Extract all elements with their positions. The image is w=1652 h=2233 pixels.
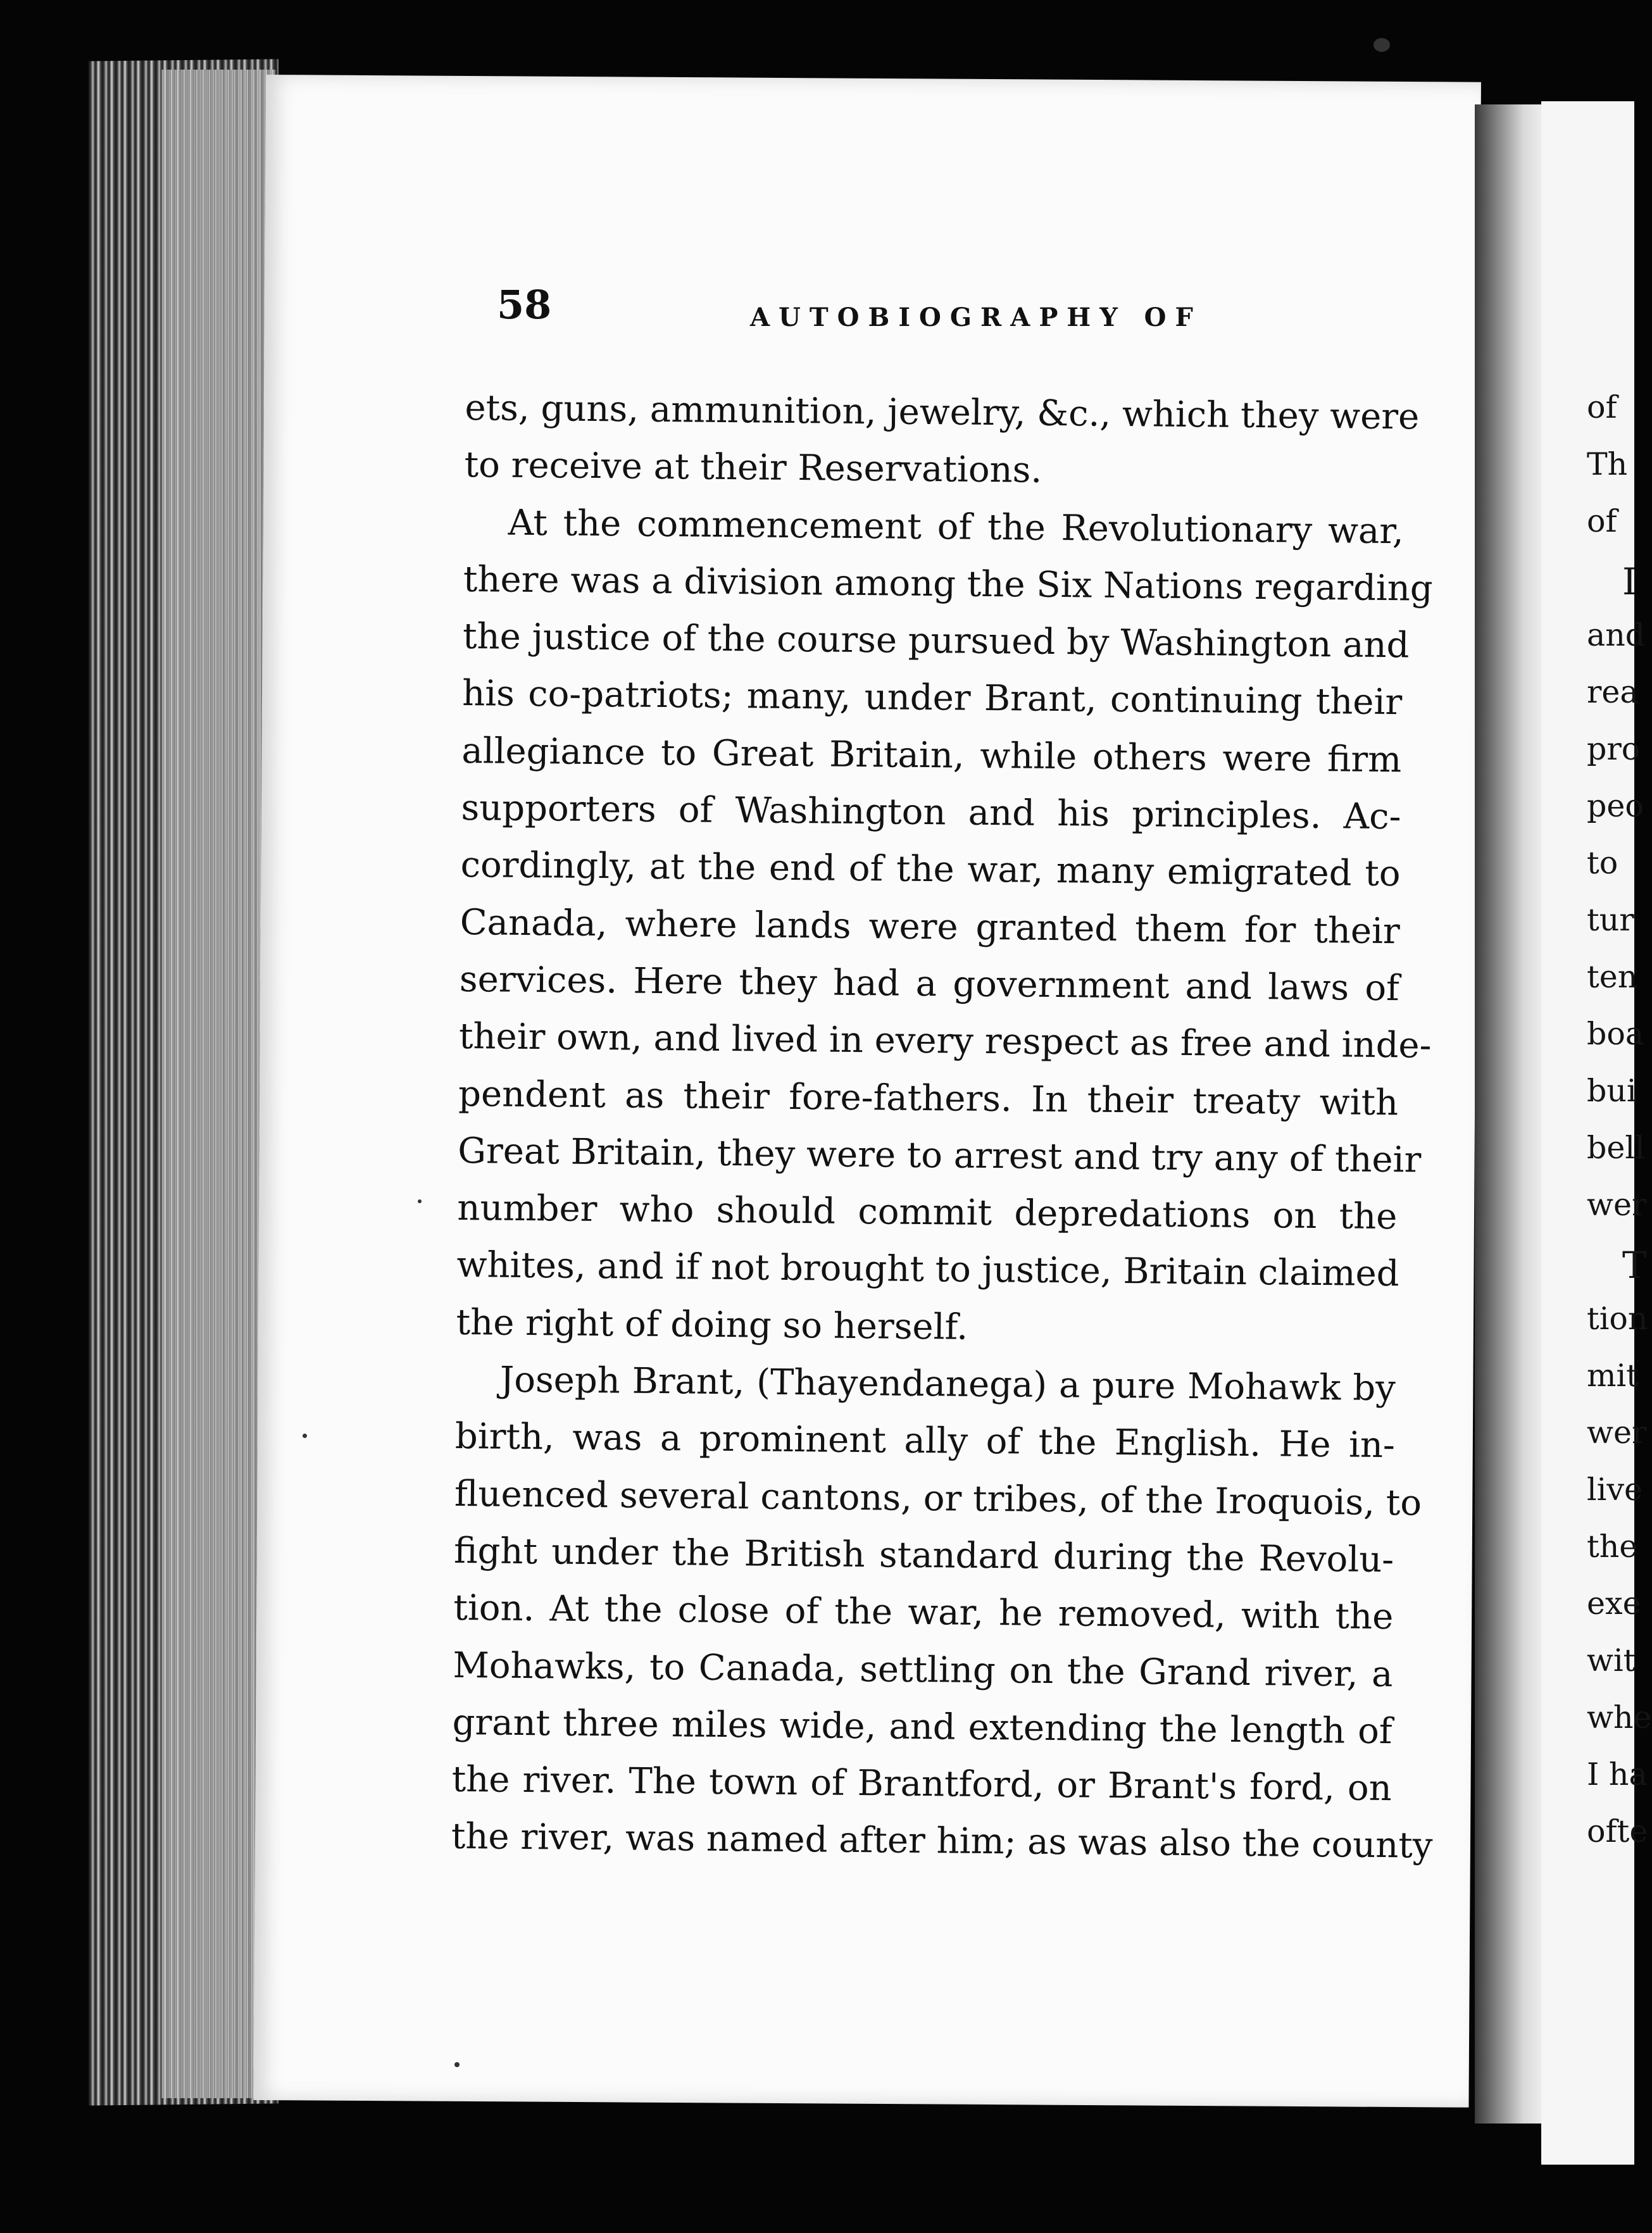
text-line: tion. At the close of the war, he removed, with the <box>453 1587 1394 1638</box>
facing-page-fragment: bui <box>1587 1073 1637 1109</box>
facing-page-fragment: ten <box>1587 959 1638 995</box>
text-line: cordingly, at the end of the war, many emigrated to <box>460 844 1401 895</box>
dust-speck <box>303 1434 307 1438</box>
book-gutter <box>1475 104 1544 2124</box>
facing-page-fragment: wer <box>1587 1415 1647 1451</box>
facing-page-fragment: peo <box>1587 788 1644 824</box>
facing-page-fragment: T <box>1622 1244 1647 1287</box>
text-line: Great Britain, they were to arrest and try any of their <box>457 1130 1422 1181</box>
facing-page-fragment: to <box>1587 845 1618 881</box>
text-line: to receive at their Reservations. <box>464 444 1042 492</box>
facing-page-fragment: rea <box>1587 674 1639 710</box>
text-line: the justice of the course pursued by Washington and <box>462 616 1410 666</box>
text-line: his co-patriots; many, under Brant, continuing their <box>461 673 1403 723</box>
text-line: Canada, where lands were granted them for their <box>460 901 1401 952</box>
facing-page-fragment: tion <box>1587 1301 1648 1337</box>
facing-page-fragment: boa <box>1587 1016 1644 1052</box>
facing-page-fragment: ofte <box>1587 1813 1648 1849</box>
text-line: supporters of Washington and his principles. Ac- <box>461 787 1401 838</box>
facing-page-fragment: live <box>1587 1472 1643 1508</box>
text-line: Joseph Brant, (Thayendanega) a pure Mohawk by <box>499 1359 1396 1410</box>
text-line: the right of doing so herself. <box>456 1301 968 1348</box>
dust-speck <box>418 1199 422 1203</box>
facing-page-fragment: bell <box>1587 1130 1645 1166</box>
text-line: At the commencement of the Revolutionary war, <box>508 502 1405 552</box>
dust-speck <box>454 2062 460 2067</box>
facing-page-fragment: wer <box>1587 1187 1647 1223</box>
facing-page <box>1541 101 1652 2165</box>
text-line: the river, was named after him; as was also the county <box>451 1816 1433 1867</box>
text-line: Mohawks, to Canada, settling on the Grand river, a <box>453 1644 1393 1695</box>
text-line: whites, and if not brought to justice, Britain claimed <box>456 1244 1399 1295</box>
text-line: fluenced several cantons, or tribes, of the Iroquois, to <box>454 1473 1422 1524</box>
text-line: fight under the British standard during the Revolu- <box>453 1530 1394 1581</box>
facing-page-fragment: of <box>1587 503 1617 539</box>
text-line: grant three miles wide, and extending the length of <box>452 1701 1392 1752</box>
facing-page-fragment: of <box>1587 389 1617 425</box>
text-line: allegiance to Great Britain, while others were firm <box>461 730 1402 781</box>
facing-page-fragment: whe <box>1587 1699 1652 1736</box>
text-line: the river. The town of Brantford, or Brant's ford, on <box>451 1759 1392 1810</box>
facing-page-fragment: Th <box>1587 446 1628 482</box>
dust-speck <box>1374 38 1390 52</box>
facing-page-fragment: exe <box>1587 1586 1641 1622</box>
text-line: number who should commit depredations on the <box>457 1187 1398 1238</box>
facing-page-fragment: and <box>1587 617 1646 653</box>
text-line: ets, guns, ammunition, jewelry, &c., which they were <box>465 387 1420 438</box>
facing-page-fragment: I <box>1622 560 1637 603</box>
facing-page-fragment: wit <box>1587 1642 1636 1679</box>
text-line: pendent as their fore-fathers. In their treaty with <box>458 1073 1399 1123</box>
text-line: their own, and lived in every respect as free and inde- <box>458 1016 1432 1066</box>
running-head: AUTOBIOGRAPHY OF <box>750 303 1202 332</box>
facing-page-fragment: tur <box>1587 902 1634 938</box>
page-number: 58 <box>497 282 552 328</box>
text-line: services. Here they had a government and laws of <box>459 958 1400 1010</box>
facing-page-fragment: pro <box>1587 731 1641 767</box>
text-line: there was a division among the Six Nations regarding <box>463 558 1434 610</box>
facing-page-fragment: mit <box>1587 1358 1639 1394</box>
facing-page-fragment: the <box>1587 1529 1638 1565</box>
facing-page-fragment: I ha <box>1587 1756 1648 1792</box>
text-line: birth, was a prominent ally of the English. He in- <box>454 1416 1396 1467</box>
body-text <box>451 380 1434 1875</box>
